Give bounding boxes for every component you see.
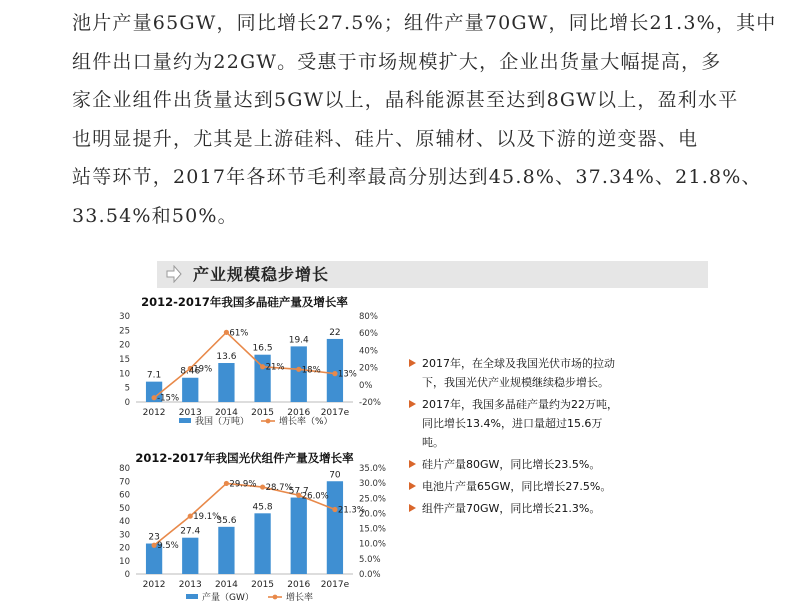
- bullet-text: 2017年，我国多晶硅产量约为22万吨，: [422, 398, 618, 411]
- y-tick-left: 0: [124, 398, 130, 408]
- paragraph-line: 组件出口量约为22GW。受惠于市场规模扩大，企业出货量大幅提高，多: [72, 50, 722, 73]
- body-paragraph: [72, 4, 777, 235]
- bullet-text: 电池片产量65GW，同比增长27.5%。: [422, 480, 612, 493]
- line-point: [332, 507, 337, 512]
- legend-bar-label: 产量（GW）: [202, 593, 254, 603]
- triangle-bullet-icon: [409, 482, 416, 490]
- x-tick-label: 2012: [142, 408, 166, 418]
- x-tick-label: 2014: [214, 580, 238, 590]
- arrow-right-icon: [166, 265, 182, 283]
- line-point: [296, 367, 301, 372]
- line-point: [224, 330, 229, 335]
- bullet-item: [408, 354, 648, 392]
- growth-value-label: 13%: [337, 369, 357, 380]
- y-tick-left: 40: [119, 517, 130, 527]
- paragraph-line: 33.54%和50%。: [72, 204, 238, 227]
- bar-value-label: 8.46: [180, 366, 201, 377]
- y-tick-left: 10: [119, 556, 130, 567]
- line-point: [260, 484, 265, 489]
- x-tick-label: 2017e: [320, 408, 350, 418]
- y-tick-right: 20%: [359, 363, 378, 374]
- growth-value-label: 61%: [229, 328, 249, 339]
- growth-value-label: 21.3%: [337, 505, 365, 516]
- paragraph-line: 池片产量65GW，同比增长27.5%；组件产量70GW，同比增长21.3%，其中: [72, 12, 777, 34]
- module-chart: [100, 448, 415, 606]
- growth-value-label: 29.9%: [229, 479, 257, 490]
- y-tick-right: -20%: [359, 398, 381, 408]
- y-tick-right: 25.0%: [359, 494, 387, 505]
- bar-value-label: 70: [329, 470, 341, 481]
- bar-value-label: 13.6: [216, 352, 237, 363]
- x-tick-label: 2013: [178, 580, 202, 590]
- y-tick-left: 50: [119, 503, 130, 514]
- bar-value-label: 22: [329, 327, 341, 338]
- growth-value-label: 18%: [301, 365, 321, 376]
- legend-line-label: 增长率: [286, 593, 314, 603]
- legend-bar-swatch: [186, 594, 198, 599]
- bullet-item: [408, 455, 648, 474]
- bar: [218, 363, 234, 402]
- growth-value-label: 21%: [265, 362, 285, 373]
- chart-title: 2012-2017年我国多晶硅产量及增长率: [141, 295, 348, 309]
- growth-value-label: 19%: [193, 364, 213, 375]
- bar-value-label: 35.6: [216, 515, 237, 526]
- y-tick-right: 80%: [359, 312, 378, 322]
- x-tick-label: 2016: [287, 408, 311, 418]
- bar: [291, 498, 307, 574]
- y-tick-right: 10.0%: [359, 539, 387, 550]
- y-tick-right: 0%: [359, 380, 373, 391]
- y-tick-left: 10: [119, 369, 130, 380]
- bullet-list: [408, 354, 648, 521]
- legend-line-marker: [273, 595, 278, 600]
- y-tick-left: 25: [119, 326, 130, 337]
- bar: [327, 481, 343, 574]
- polysilicon-chart: [107, 292, 407, 432]
- bar-value-label: 57.7: [288, 486, 309, 497]
- triangle-bullet-icon: [409, 400, 416, 408]
- y-tick-right: 15.0%: [359, 524, 387, 535]
- line-point: [332, 371, 337, 376]
- legend-line-marker: [266, 419, 271, 424]
- y-tick-right: 60%: [359, 329, 378, 340]
- triangle-bullet-icon: [409, 359, 416, 367]
- y-tick-right: 35.0%: [359, 464, 387, 474]
- y-tick-left: 80: [119, 464, 130, 474]
- bar: [254, 513, 270, 574]
- line-point: [224, 481, 229, 486]
- bullet-item: [408, 477, 648, 496]
- y-tick-left: 15: [119, 355, 130, 365]
- growth-value-label: 19.1%: [193, 512, 221, 523]
- line-point: [260, 364, 265, 369]
- y-tick-right: 40%: [359, 346, 378, 357]
- section-title: 产业规模稳步增长: [193, 265, 330, 284]
- y-tick-left: 5: [124, 383, 130, 394]
- legend-line-label: 增长率（%）: [279, 417, 333, 427]
- y-tick-right: 20.0%: [359, 509, 387, 520]
- bar-value-label: 23: [148, 532, 160, 543]
- triangle-bullet-icon: [409, 504, 416, 512]
- bullet-text: 组件产量70GW，同比增长21.3%。: [422, 502, 601, 515]
- x-tick-label: 2016: [287, 580, 311, 590]
- growth-value-label: -15%: [157, 393, 180, 404]
- bullet-text: 硅片产量80GW，同比增长23.5%。: [422, 458, 601, 471]
- bullet-item: [408, 499, 648, 518]
- bullet-text: 2017年，在全球及我国光伏市场的拉动: [422, 357, 615, 370]
- y-tick-right: 30.0%: [359, 479, 387, 490]
- paragraph-line: 站等环节，2017年各环节毛利率最高分别达到45.8%、37.34%、21.8%、: [72, 166, 762, 188]
- y-tick-left: 70: [119, 477, 130, 488]
- y-tick-right: 5.0%: [359, 554, 381, 565]
- y-tick-right: 0.0%: [359, 570, 381, 580]
- y-tick-left: 20: [119, 543, 130, 554]
- legend-bar-label: 我国（万吨）: [195, 417, 250, 427]
- bullet-text: 吨。: [422, 436, 444, 449]
- y-tick-left: 30: [119, 312, 130, 322]
- triangle-bullet-icon: [409, 460, 416, 468]
- line-point: [188, 514, 193, 519]
- bar-value-label: 7.1: [146, 370, 162, 381]
- bar-value-label: 45.8: [252, 502, 273, 513]
- y-tick-left: 20: [119, 340, 130, 351]
- x-tick-label: 2012: [142, 580, 166, 590]
- legend-bar-swatch: [179, 418, 191, 423]
- growth-value-label: 9.5%: [157, 541, 179, 552]
- x-tick-label: 2015: [251, 580, 275, 590]
- paragraph-line: 家企业组件出货量达到5GW以上，晶科能源甚至达到8GW以上，盈利水平: [72, 89, 739, 111]
- x-tick-label: 2013: [178, 408, 202, 418]
- chart-title: 2012-2017年我国光伏组件产量及增长率: [135, 451, 354, 465]
- bar-value-label: 19.4: [288, 335, 309, 346]
- line-point: [151, 543, 156, 548]
- section-banner: [157, 261, 708, 288]
- x-tick-label: 2015: [251, 408, 275, 418]
- bar: [218, 527, 234, 574]
- bullet-item: [408, 395, 648, 452]
- y-tick-left: 30: [119, 530, 130, 541]
- y-tick-left: 0: [124, 570, 130, 580]
- bullet-text: 下，我国光伏产业规模继续稳步增长。: [422, 376, 609, 389]
- bullet-text: 同比增长13.4%，进口量超过15.6万: [422, 417, 603, 430]
- line-point: [151, 395, 156, 400]
- x-tick-label: 2017e: [320, 580, 350, 590]
- bar: [182, 378, 198, 402]
- x-tick-label: 2014: [214, 408, 238, 418]
- paragraph-line: 也明显提升，尤其是上游硅料、硅片、原辅材、以及下游的逆变器、电: [72, 127, 699, 150]
- growth-value-label: 26.0%: [301, 491, 329, 502]
- bar-value-label: 16.5: [252, 343, 273, 354]
- y-tick-left: 60: [119, 490, 130, 501]
- growth-value-label: 28.7%: [265, 483, 293, 494]
- bar: [182, 538, 198, 574]
- bar-value-label: 27.4: [180, 526, 201, 537]
